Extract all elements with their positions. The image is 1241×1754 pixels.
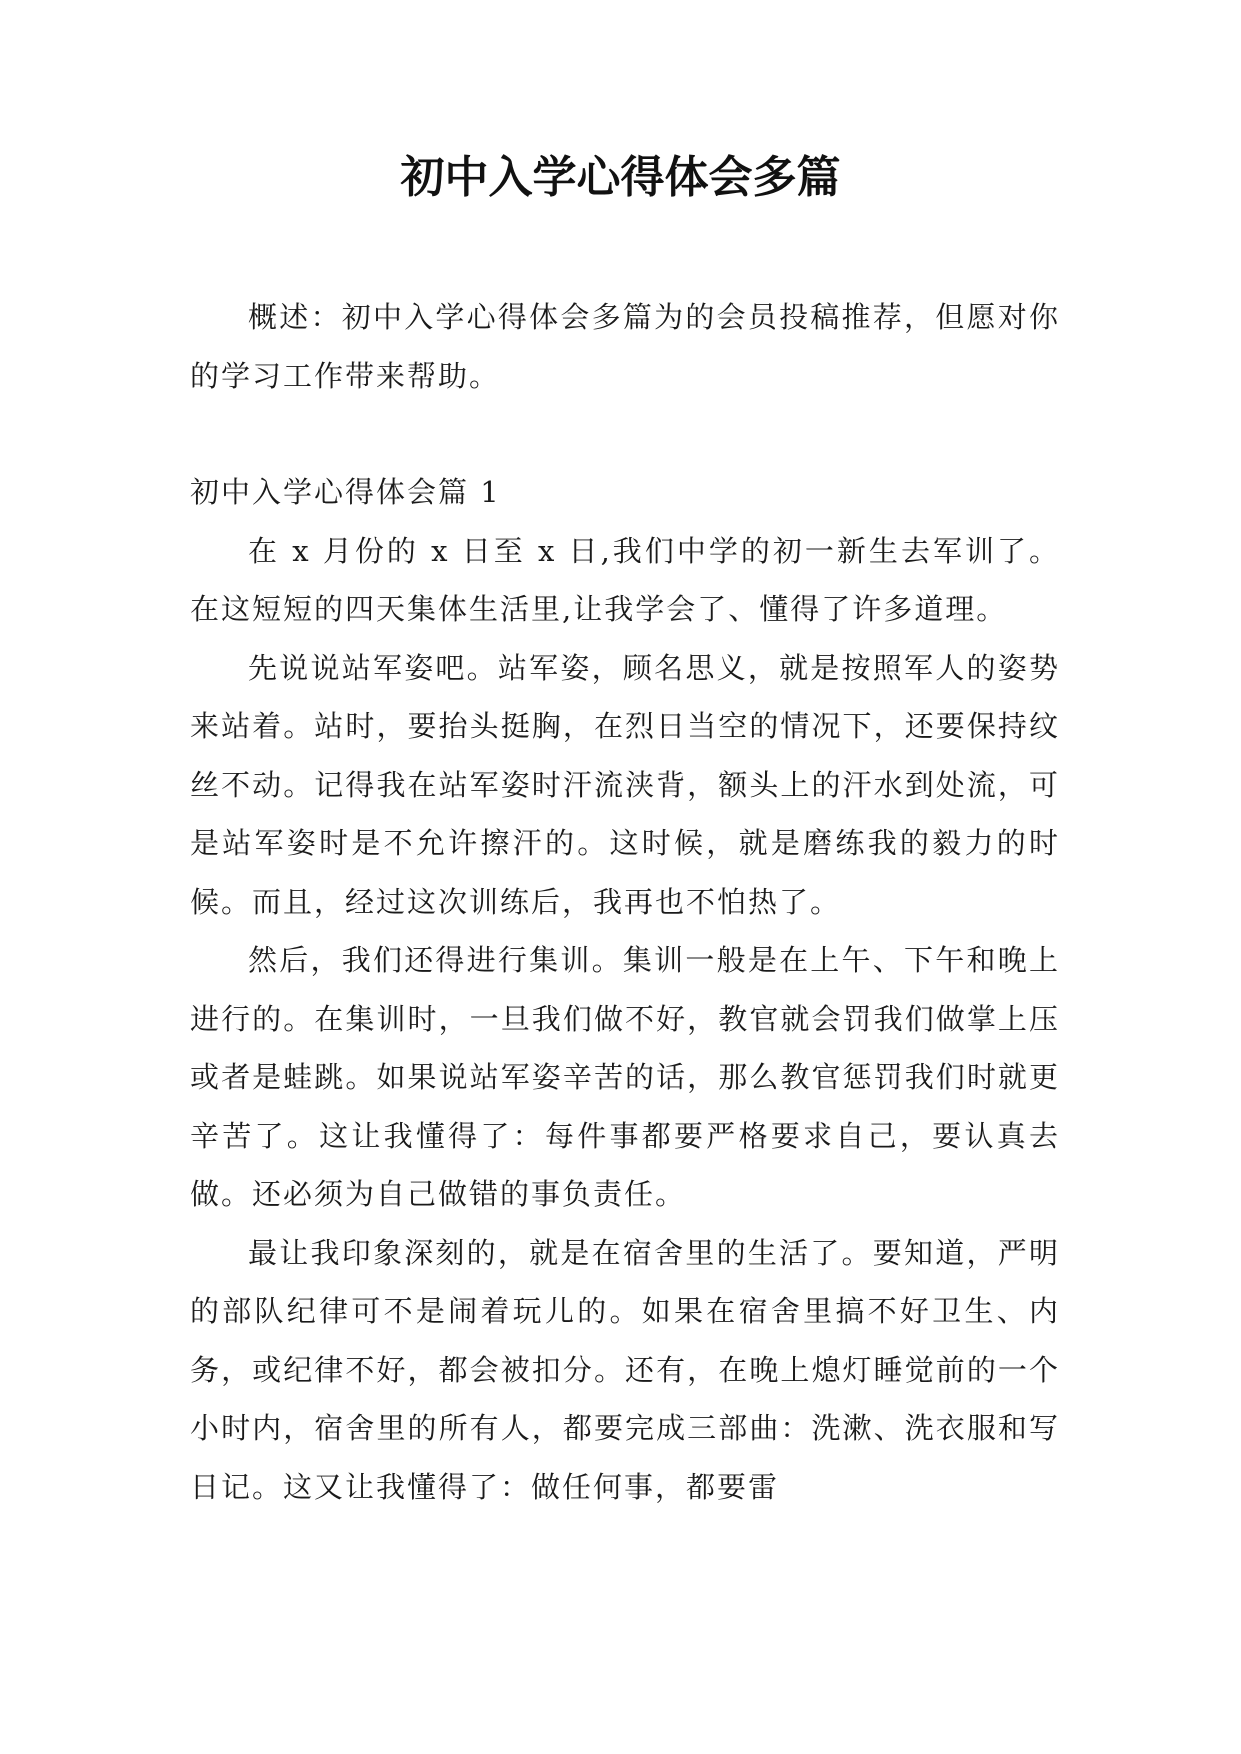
- body-paragraph-4: 最让我印象深刻的，就是在宿舍里的生活了。要知道，严明的部队纪律可不是闹着玩儿的。如果在宿舍里搞不好卫生、内务，或纪律不好，都会被扣分。还有，在晚上熄灯睡觉前的一个小时内，宿舍里的所有人，都要完成三部曲：洗漱、洗衣服和写日记。这又让我懂得了：做任何事，都要雷: [190, 1235, 1060, 1504]
- section-heading: 初中入学心得体会篇 1: [190, 475, 501, 509]
- summary-paragraph: 概述：初中入学心得体会多篇为的会员投稿推荐，但愿对你的学习工作带来帮助。: [190, 300, 1060, 393]
- body-paragraph-1: 在 x 月份的 x 日至 x 日,我们中学的初一新生去军训了。在这短短的四天集体生活里,让我学会了、懂得了许多道理。: [190, 533, 1060, 626]
- body-paragraph-2: 先说说站军姿吧。站军姿，顾名思义，就是按照军人的姿势来站着。站时，要抬头挺胸，在烈日当空的情况下，还要保持纹丝不动。记得我在站军姿时汗流浃背，额头上的汗水到处流，可是站军姿时是不允许擦汗的。这时候，就是磨练我的毅力的时候。而且，经过这次训练后，我再也不怕热了。: [190, 650, 1060, 919]
- body-paragraph-3: 然后，我们还得进行集训。集训一般是在上午、下午和晚上进行的。在集训时，一旦我们做不好，教官就会罚我们做掌上压或者是蛙跳。如果说站军姿辛苦的话，那么教官惩罚我们时就更辛苦了。这让我懂得了：每件事都要严格要求自己，要认真去做。还必须为自己做错的事负责任。: [190, 943, 1060, 1211]
- document-body: [190, 288, 1060, 1516]
- document-title: 初中入学心得体会多篇: [400, 152, 841, 203]
